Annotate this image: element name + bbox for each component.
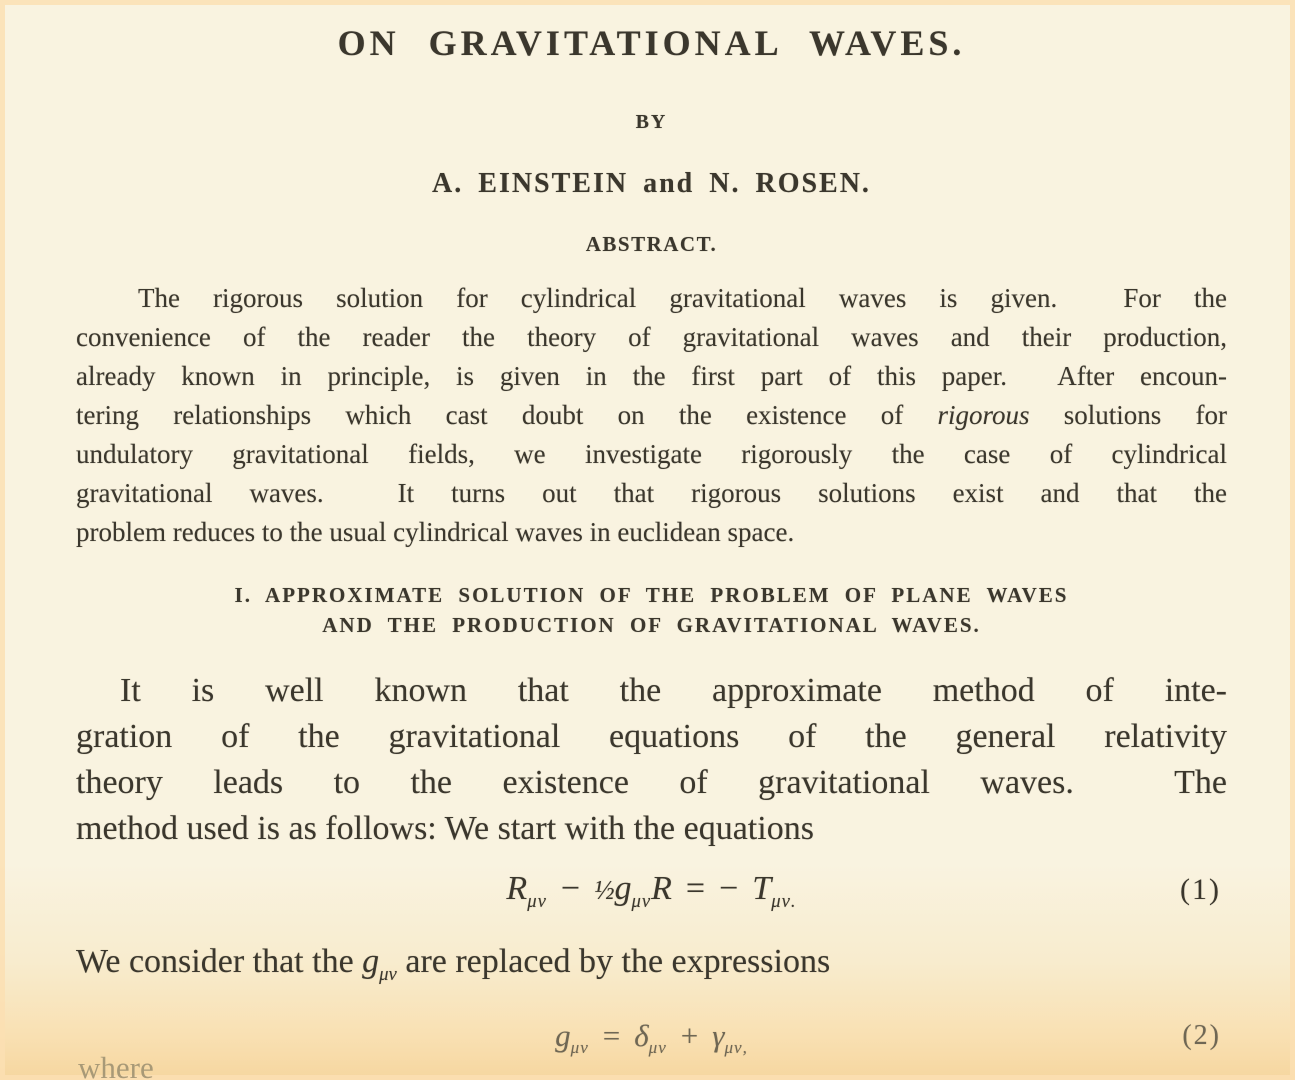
abstract-paragraph bbox=[76, 279, 1227, 552]
section-heading bbox=[76, 580, 1227, 640]
byline-label: BY bbox=[635, 111, 668, 134]
equation-2 bbox=[76, 1011, 1227, 1061]
intro-paragraph bbox=[76, 668, 1227, 852]
cutoff-word-where: where bbox=[78, 1050, 154, 1080]
intro-line: gration of the gravitational equations of the general relativity bbox=[76, 718, 1227, 756]
minus-operator: − bbox=[560, 870, 581, 908]
equals-operator: = bbox=[602, 1018, 621, 1054]
abstract-line: already known in principle, is given in the first part of this paper. After encoun- bbox=[76, 361, 1227, 392]
intro-line: method used is as follows: We start with the equations bbox=[76, 810, 814, 848]
inline-math-g-mu-nu: $g_{\mu\nu}$ bbox=[362, 943, 397, 985]
equation-1-formula: $R_{\mu\nu}$ − $\frac{1}{2}g_{\mu\nu}R$ = − $T_{\mu\nu.}$ bbox=[506, 870, 797, 912]
post-equation-text: We consider that the $g_{\mu\nu}$ are replaced by the expressions bbox=[76, 943, 831, 985]
intro-line: It is well known that the approximate method of inte- bbox=[120, 672, 1227, 710]
abstract-heading: ABSTRACT. bbox=[585, 232, 718, 257]
negative-sign: − bbox=[719, 870, 739, 908]
equation-2-formula: $g_{\mu\nu} = \delta_{\mu\nu} + \gamma_{\mu\nu,}$ bbox=[555, 1018, 748, 1058]
authors-line: A. EINSTEIN and N. ROSEN. bbox=[432, 168, 871, 200]
paper-title: ON GRAVITATIONAL WAVES. bbox=[337, 23, 966, 63]
equals-operator: = bbox=[685, 870, 706, 908]
section-heading-line-1: I. APPROXIMATE SOLUTION OF THE PROBLEM OF PLANE WAVES bbox=[234, 583, 1069, 608]
equation-1 bbox=[76, 864, 1227, 915]
abstract-line: problem reduces to the usual cylindrical waves in euclidean space. bbox=[76, 517, 795, 548]
intro-line: theory leads to the existence of gravitational waves. The bbox=[76, 764, 1227, 802]
abstract-line: gravitational waves. It turns out that rigorous solutions exist and that the bbox=[76, 478, 1227, 509]
abstract-line: undulatory gravitational fields, we investigate rigorously the case of cylindrical bbox=[76, 439, 1227, 470]
section-heading-line-2: AND THE PRODUCTION OF GRAVITATIONAL WAVES. bbox=[322, 613, 981, 638]
one-half-fraction: ½ bbox=[594, 875, 615, 906]
abstract-line: tering relationships which cast doubt on the existence of rigorous solutions for bbox=[76, 400, 1227, 431]
abstract-line: The rigorous solution for cylindrical gravitational waves is given. For the bbox=[138, 283, 1227, 314]
equation-2-number: (2) bbox=[1182, 1020, 1221, 1052]
abstract-line: convenience of the reader the theory of gravitational waves and their production, bbox=[76, 322, 1227, 353]
equation-1-number: (1) bbox=[1180, 872, 1221, 906]
plus-operator: + bbox=[680, 1018, 699, 1054]
